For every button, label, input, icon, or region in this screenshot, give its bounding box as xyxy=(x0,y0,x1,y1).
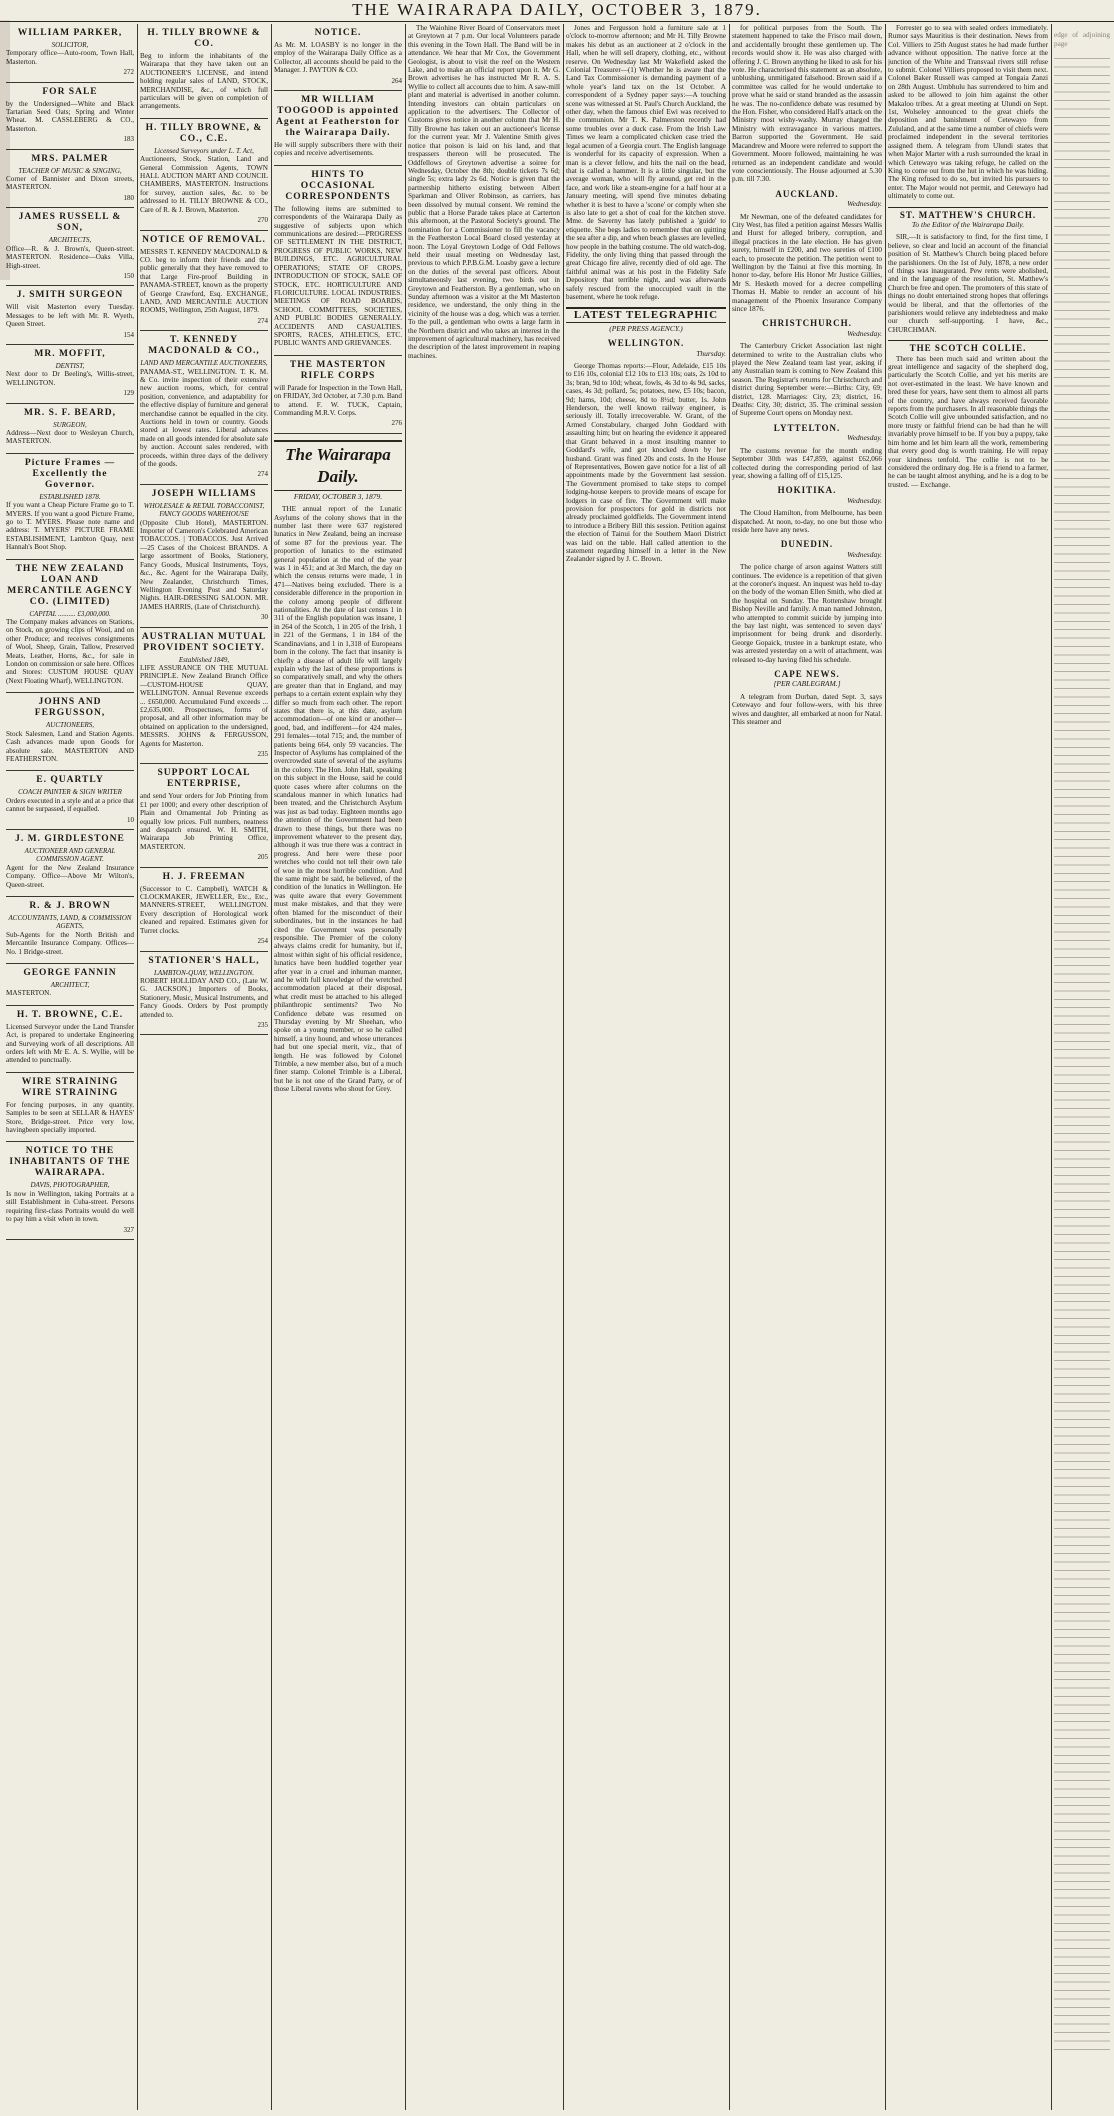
place-day: Wednesday. xyxy=(847,433,882,443)
advertisement xyxy=(274,24,402,91)
ad-number: 180 xyxy=(123,193,134,202)
ad-body: Beg to inform the inhabitants of the Wairarapa that they have taken out an AUCTIONEER'S LICENSE, and intend holding regular sales of LAND, STOCK, MERCHANDISE, &c., of which full particulars will be given on completion of arrangements. xyxy=(140,52,268,111)
ad-body: The following items are submitted to correspondents of the Wairarapa Daily as suggestive of subjects upon which communications are desired:—PROGRESS OF SETTLEMENT IN THE DISTRICT, PROGRESS OF PUBLIC WORKS, NEW BUILDINGS, ETC. AGRICULTURAL OPERATIONS; STATE OF CROPS, INTRODUCTION OF STOCK, SALE OF STOCK, ETC. HORTICULTURE AND FLORICULTURE. LOCAL INDUSTRIES. MEETINGS OF ROAD BOARDS, SCHOOL COMMITTEES, SOCIETIES, AND PUBLIC BODIES GENERALLY. ACCIDENTS AND CASUALTIES. SPORTS, RACES, ATHLETICS, ETC. PUBLIC WANTS AND GRIEVANCES. xyxy=(274,204,402,348)
advertisement xyxy=(6,830,134,897)
cape-news-sub: [PER CABLEGRAM.] xyxy=(773,679,841,689)
ad-body: Temporary office—Auto-room, Town Hall, Masterton. xyxy=(6,49,134,66)
advertisement xyxy=(140,485,268,628)
advertisement xyxy=(6,150,134,209)
ad-body: Office—R. & J. Brown's, Queen-street. MASTERTON. Residence—Oaks Villa, High-street. xyxy=(6,244,134,270)
ad-number: 183 xyxy=(123,135,134,144)
column-7 xyxy=(888,24,1048,2110)
ad-subtitle: ARCHITECTS, xyxy=(48,236,92,245)
letter-address: To the Editor of the Wairarapa Daily. xyxy=(911,219,1025,229)
advertisement xyxy=(6,454,134,560)
masthead: THE WAIRARAPA DAILY, OCTOBER 3, 1879. xyxy=(352,0,762,19)
advertisement xyxy=(6,560,134,694)
ad-body: by the Undersigned—White and Black Tartarian Seed Oats; Spring and Winter Wheat. M. CASSLEBERG & CO., Masterton. xyxy=(6,99,134,133)
ad-title: H. TILLY BROWNE, & CO., C.E. xyxy=(145,122,263,144)
advertisement xyxy=(6,964,134,1006)
editorial-text: THE annual report of the Lunatic Asylums of the colony shows that in the number last there were 637 registered lunatics in New Zealand, being an increase of some 87 for the previous year. The proportion of lunatics to the estimated general population at the end of the year was 1 in 451; and at 3rd March, the day on which the census returns were made, 1 in 471—Natives being excluded. There is a considerable difference in the proportion in the colony among people of different nationalities. At the date of last census 1 in 311 of the English population was insane, 1 in 264 of the Scotch, 1 in 205 of the Irish, 1 in 221 of the Germans, 1 in 184 of the Scandinavians, and 1 in 1,318 of Europeans born in the colony. The fact that insanity is chiefly a disease of adult life will largely explain why the last of these proportions is so comparatively small, and why the others are greater than that in England, and may perhaps to a certain extent explain why they differ so much from each other. The report states that there is, at this date, asylum accommodation—of one kind or another—good, bad, and indifferent—for 424 males, 291 females—total 715; and, the number of patients being 664, only 59 vacancies. The Inspector of Asylums has complained of the overcrowded state of several of the asylums in the colony. The Hon. John Hall, speaking on this subject in the House, said he could quote cases where after columns on the scandalous manner in which lunatics had been treated, and the Christchurch Asylum was just as bad today. Eighteen months ago the attention of the Government had been drawn to these things, but there was no improvement whatever to the present day, although it was true there was a contract in progress. And here were these poor wretches who could not tell their own tale of woe in the most horrible condition. And the same might be said, he believed, of the condition of the lunatics in Wellington. He was quite aware that every Government must make mistakes, and that they were often blamed for the misconduct of their subordinates, but in the instances he had cited the Government was personally responsible. The Premier of the colony always claims credit for humanity, but if, almost within sight of his official residence, lunatics have been huddled together year after year in a cruel and inhuman manner, and he with full knowledge of the wretched accommodation placed at their disposal, what credit must be attached to his alleged philanthropic sentiments? Two No Confidence debate was resumed on Thursday evening by Mr Sheehan, who spoke on a young member, or so he called himself, a tiny hound, and whose utterances had but one special merit, viz., that of length. He was followed by Colonel Trimble, a new member also, but of a much finer stamp. Colonel Trimble is a Liberal, but he is not one of the Grand Party, or of those Liberal ravens who shout for Grey. xyxy=(274,505,402,1094)
ad-number: 272 xyxy=(123,68,134,77)
ad-title: JAMES RUSSELL & SON, xyxy=(18,212,122,234)
ad-subtitle: LAMBTON-QUAY, WELLINGTON. xyxy=(153,968,255,977)
advertisement xyxy=(140,764,268,867)
place-heading: WELLINGTON. xyxy=(607,338,685,349)
ad-number: 10 xyxy=(127,815,134,824)
ad-subtitle: SOLICITOR, xyxy=(51,41,89,49)
ad-body: As Mr. M. LOASBY is no longer in the employ of the Wairarapa Daily Office as a Collector, all accounts should be paid to the Manager. J. PAYTON & CO. xyxy=(274,41,402,75)
ad-number: 205 xyxy=(257,853,268,862)
column-rule xyxy=(1051,24,1052,2110)
ad-number: 129 xyxy=(123,389,134,398)
ad-title: MRS. PALMER xyxy=(31,153,109,164)
advertisement xyxy=(6,897,134,964)
place-day: Wednesday. xyxy=(847,495,882,505)
ad-subtitle: AUCTIONEERS, xyxy=(45,721,95,730)
advertisement xyxy=(6,1006,134,1073)
place-day: Wednesday. xyxy=(847,328,882,338)
ad-title: Picture Frames — Excellently the Governor. xyxy=(24,457,116,490)
ad-body: Auctioneers, Stock, Station, Land and General Commission Agents, TOWN HALL AUCTION MART AND COUNCIL CHAMBERS, MASTERTON. Instructions for survey, auction sales, &c. to be addressed to H. TILLY BROWNE & CO., Care of R. & J. Brown, Masterton. xyxy=(140,155,268,214)
place-text: The Canterbury Cricket Association last night determined to write to the Australian clubs who played the New Zealand team last year, asking if any Australian team is coming to New Zealand this season. The Registrar's returns for Christchurch and district during September were:—Births: City, 69; district, 128. Marriages: City, 23; district, 16. Deaths: City, 30; district, 35. The criminal session of Supreme Court opens on Monday next. xyxy=(732,342,882,418)
ad-body: LIFE ASSURANCE ON THE MUTUAL PRINCIPLE. New Zealand Branch Office—CUSTOM-HOUSE QUAY, WELLINGTON. Annual Revenue exceeds ... £650,000. Accumulated Fund exceeds ... £2,635,000. Prospectuses, forms of proposal, and all other information may be obtained on application to the undersigned, MESSRS. JOHNS & FERGUSSON, Agents for Masterton. xyxy=(140,663,268,748)
ad-title: E. QUARTLY xyxy=(36,775,104,786)
collie-heading: THE SCOTCH COLLIE. xyxy=(888,340,1048,352)
column-rule xyxy=(563,24,564,2110)
ad-body: will Parade for Inspection in the Town Hall, on FRIDAY, 3rd October, at 7.30 p.m. Band to attend. F. W. TUCK, Captain, Commanding M.R.V. Corps. xyxy=(274,383,402,417)
ad-body: Stock Salesmen, Land and Station Agents. Cash advances made upon Goods for absolute sale. MASTERTON AND FEATHERSTON. xyxy=(6,729,134,763)
advertisement xyxy=(274,166,402,356)
ad-body: Is now in Wellington, taking Portraits at a still Establishment in Cuba-street. Persons requiring first-class Portraits would do well to pay him a visit when in town. xyxy=(6,1189,134,1224)
ad-body: and send Your orders for Job Printing from £1 per 1000; and every other description of Plain and Ornamental Job Printing as equally low prices. Full numbers, neatness and despatch ensured. W. H. SMITH, Wairarapa Job Printing Office, MASTERTON. xyxy=(140,792,268,851)
advertisement xyxy=(140,952,268,1036)
ad-title: THE NEW ZEALAND LOAN AND MERCANTILE AGENCY CO. (LIMITED) xyxy=(7,563,133,607)
ad-title: WIRE STRAINING WIRE STRAINING xyxy=(21,1076,119,1098)
ad-title: MR. MOFFIT, xyxy=(34,348,106,359)
ad-body: Will visit Masterton every Tuesday. Messages to be left with Mr. R. Wyeth, Queen Street. xyxy=(6,303,134,329)
place-day: Wednesday. xyxy=(847,549,882,559)
ad-title: H. J. FREEMAN xyxy=(162,871,246,882)
newspaper-banner: The Wairarapa Daily. xyxy=(274,440,402,491)
ad-title: THE MASTERTON RIFLE CORPS xyxy=(289,359,387,381)
ad-body: (Successor to C. Campbell), WATCH & CLOCKMAKER, JEWELLER, Etc., Etc., MANNERS-STREET, WELLINGTON. Every description of Horological work cleaned and repaired. Estimates given for Turret clocks. xyxy=(140,884,268,935)
place-heading: HOKITIKA. xyxy=(777,485,837,496)
place-heading: AUCKLAND. xyxy=(775,188,839,199)
column-rule xyxy=(885,24,886,2110)
ad-body: Orders executed in a style and at a price that cannot be surpassed, if equalled. xyxy=(6,796,134,814)
advertisement xyxy=(140,119,268,231)
advertisement xyxy=(140,24,268,119)
ad-body: Sub-Agents for the North British and Mercantile Insurance Company. Offices—No. 1 Bridge-street. xyxy=(6,930,134,956)
ad-title: J. M. GIRDLESTONE xyxy=(15,833,125,844)
ad-number: 150 xyxy=(123,271,134,280)
ad-title: JOSEPH WILLIAMS xyxy=(151,488,257,499)
ad-title: J. SMITH SURGEON xyxy=(16,290,124,301)
ad-number: 254 xyxy=(257,937,268,946)
ad-subtitle: ESTABLISHED 1878. xyxy=(39,492,101,501)
ad-title: MR WILLIAM TOOGOOD is appointed Agent at Featherston for the Wairarapa Daily. xyxy=(276,95,400,139)
ad-subtitle: WHOLESALE & RETAIL TOBACCONIST, FANCY GOODS WAREHOUSE xyxy=(143,501,265,519)
ad-title: T. KENNEDY MACDONALD & CO., xyxy=(148,335,260,357)
collie-text: There has been much said and written about the great intelligence and sagacity of the shepherd dog, particularly the Scotch Collie, and yet his merits are not over-estimated in the least. We have known and bred these for years, have sent them to almost all parts of the country, and have always received favorable reports from the purchasers. In all reasonable things the Scotch Collie will give unbounded satisfaction, and no more trusty or faithful friend can be had than he will invariably prove himself to be. If you buy a puppy, take him home and let him learn all the work, remembering that every good dog is worth training. He will repay your kindness tenfold. The collie is not to be considered the ordinary dog. He is a friend to a farmer, he can be taught almost anything, and he is a dog to be trusted. — Exchange. xyxy=(888,354,1048,489)
ad-number: 276 xyxy=(391,419,402,428)
ad-number: 30 xyxy=(261,613,268,622)
ad-title: GEORGE FANNIN xyxy=(23,968,117,978)
column-8-edge xyxy=(1054,24,1110,2110)
ad-subtitle: ACCOUNTANTS, LAND, & COMMISSION AGENTS, xyxy=(8,913,132,931)
column-2 xyxy=(140,24,268,2110)
ad-subtitle: AUCTIONEER AND GENERAL COMMISSION AGENT. xyxy=(24,846,116,864)
telegraphic-sub: (PER PRESS AGENCY.) xyxy=(609,323,683,333)
ad-title: HINTS TO OCCASIONAL CORRESPONDENTS xyxy=(285,169,391,202)
column-5 xyxy=(566,24,726,2110)
telegram-places xyxy=(732,190,882,664)
ad-body: For fencing purposes, in any quantity. Samples to be seen at SELLAR & HAYES' Store, Bridge-street. Price very low, havingbeen specially imported. xyxy=(6,1100,134,1135)
zulu-news-text: Forrester go to sea with sealed orders immediately. Rumor says Mauritius is their destination. News from Col. Villiers to 25th August states he had made further advance without opposition. The native force at the junction of the White and Transvaal rivers still refuse to submit. Colonel Villiers proposed to visit them next. Colonel Baker Russell was camped at Tongaia Zanzi on 28th August. Umbhulu has surrendered to him and asked to be allowed to join him against the other Makaloo tribes. At a great meeting at Ulundi on Sept. 1st, Wolseley announced to the great chiefs the deposition and banishment of Cetewayo from Zululand, and at the same time a number of chiefs were proclaimed independent in the several territories assigned them. A telegram from Ulundi states that when Major Marter with a rush surrounded the kraal in which Cetewayo was taking refuge, he called on the King to come out from the hut in which he was hiding. The King refused to do so, but invited his pursuers to enter. The Major would not permit, and Cetewayo had ultimately to come out. xyxy=(888,24,1048,201)
place-heading: DUNEDIN. xyxy=(780,539,834,550)
issue-date: FRIDAY, OCTOBER 3, 1879. xyxy=(293,491,383,501)
advertisement xyxy=(6,286,134,345)
advertisement xyxy=(140,331,268,485)
ad-title: NOTICE OF REMOVAL. xyxy=(142,234,266,245)
edge-text: edge of adjoining page xyxy=(1054,31,1110,48)
ad-number: 327 xyxy=(123,1225,134,1234)
ad-number: 270 xyxy=(257,216,268,225)
telegraphic-text: George Thomas reports:—Flour, Adelaide, £15 10s to £16 10s, colonial £12 10s to £13 10s; oats, 2s 10d to 3s; bran, 9d to 10d; wheat, fowls, 4s 3d to 4s 9d, sacks, cases, 4s 3d; pollard, 5s; potatoes, new, £5 10s; bacon, 9d; hams, 10d; cheese, 8d to 8½d; butter, 1s. John Henderson, the well known railway engineer, is seriously ill. Totally irrecoverable. W. Grant, of the Armed Constabulary, charged John Goddard with assaulting him; but on hearing the evidence it appeared that Grant behaved in a most insulting manner to Goddard's wife, and got knocked down by her husband. Grant was fined 20s and costs. In the House of Representatives, Bowen gave notice for a list of all appointments made by the Government last session. The Government promised to take steps to compel lodging-house keepers to provide means of escape for lodgers in case of fire. The Government will make provision for prospectors for gold in districts not already proclaimed goldfields. The Government intend to introduce a Bribery Bill this session. Petition against the election of Tainui for the Southern Maori District was laid on the table. Hall called attention to the statement regarding himself in a letter in the New Zealander signed by J. C. Brown. xyxy=(566,362,726,564)
advertisement xyxy=(6,208,134,286)
ad-body: The Company makes advances on Stations, on Stock, on growing clips of Wool, and on other Produce; and receives consignments of Wool, Sheep, Grain, Tallow, Preserved Meats, Leather, Horns, &c., for sale in London on commission or sale here. Offices and Stores: CUSTOM HOUSE QUAY (Next Floating Wharf), WELLINGTON. xyxy=(6,618,134,685)
advertisement xyxy=(140,628,268,765)
column-4 xyxy=(408,24,560,2110)
advertisement xyxy=(6,345,134,404)
news-text: Jones and Fergusson hold a furniture sale at 1 o'clock to-morrow afternoon; and Mr H. Tilly Browne makes his debut as an auctioneer at 2 o'clock in the Hall, when he will sell drapery, clothing, etc., without reserve. On Wednesday last Mr Wakefield asked the Colonial Treasurer—(1) Whether he is aware that the Land Tax Commissioner is demanding payment of a whole year's land tax on the 1st October. A correspondent of a Sydney paper says:—A touching scene was witnessed at St. Paul's Church Auckland, the other day, when the famous chief Ewi was received to the communion. Mr T. K. Palmerston recently had some troubles over a duck case. From the Irish Law Times we learn a complicated chicken case tried the legal acumen of a Georgia court. The English language is wonderful for its capacity of expression. When a man is a clever fellow, and hits the nail on the head, that is called a hammer. It is a little singular, but the average woman, who will fly around, get red in the face, and work like a steam-engine for a half hour at a January meeting, will spend five minutes debating whether it is best to have a 'scone' or comply when she is also late to get a shot of coal for the kitchen stove. Mme. de Saverny has lately published a 'guide' to etiquette. She begs ladies to remember that on quitting the sea after a dip, and when beach glasses are levelled, how people in the bathing costume. The old watch-dog, Fidelity, the only living thing that passed through the great Chicago fire alive, recently died of old age. The faithful animal was at his post in the Fidelity Safe Depository that terrible night, and was afterwards safely rescued from the unoccupied vault in the basement, where he took refuge. xyxy=(566,24,726,301)
ad-body: If you want a Cheap Picture Frame go to T. MYERS. If you want a good Picture Frame, go to T. MYERS. Please note name and address: T. MYERS' PICTURE FRAME ESTABLISHMENT, Lambton Quay, next Hannah's Boot Shop. xyxy=(6,501,134,552)
ad-title: H. TILLY BROWNE & CO. xyxy=(147,28,261,49)
text-lines xyxy=(1054,55,1110,2055)
advertisement xyxy=(140,868,268,952)
ad-body: Agent for the New Zealand Insurance Company. Office—Above Mr Wilton's, Queen-street. xyxy=(6,863,134,889)
ad-subtitle: LAND AND MERCANTILE AUCTIONEERS, xyxy=(140,359,268,368)
ad-title: STATIONER'S HALL, xyxy=(148,955,260,966)
ad-title: H. T. BROWNE, C.E. xyxy=(16,1009,124,1020)
ad-title: JOHNS AND FERGUSSON, xyxy=(34,697,106,719)
advertisement xyxy=(274,356,402,434)
ad-title: NOTICE TO THE INHABITANTS OF THE WAIRARAPA. xyxy=(9,1146,131,1179)
ad-number: 264 xyxy=(391,76,402,85)
ad-subtitle: TEACHER OF MUSIC & SINGING, xyxy=(18,166,122,175)
ad-subtitle: DAVIS, PHOTOGRAPHER, xyxy=(30,1181,110,1190)
ad-subtitle: CAPITAL .......... £3,000,000. xyxy=(29,609,111,618)
place-heading: LYTTELTON. xyxy=(773,422,841,433)
local-news-text: The Waiohine River Board of Conservators meet at Greytown at 7 p.m. Our local Volunteers parade this evening in the Town Hall. The Band will be in attendance. We hear that Mr Cox, the Government Geologist, is about to visit the reef on the Western Lake, and to make an official report upon it. Mr G. Brown advertises he has instructed Mr R. A. S. Wyllie to collect all accounts due to him. A saw-mill plant and material is advertised in another column. Intending investors can obtain particulars on application to the advertisers. The Collector of Customs gives notice in another column that Mr H. Tilly Browne has taken out an auctioneer's license for the current year. Mr J. Valentine Smith gives notice that poison is laid on his land, and that trespassers thereon will be prosecuted. The Oddfellows of Greytown advertise a soiree for Wednesday, October the 8th; double tickets 7s 6d; single 5s; extra lady 2s 6d. Notice is given that the partnership hitherto existing between Albert Sparkman and Oliver Robinson, as carriers, has been dissolved by mutual consent. We remind the public that a Horse Parade takes place at Carterton this afternoon, at the Pastoral Society's ground. The nomination for a Commissioner to fill the vacancy in the Featherston Local Board closed yesterday at noon. The Loyal Greytown Lodge of Odd Fellows held their usual meeting on Wednesday last, previous to which P.P.B.G.M. Loasby gave a lecture on the duties of the several past officers. About simultaneously last evening, two birds out in Greytown and Featherston. By a gentleman, who on Sunday afternoon was a visitor at the Mt Masterton residence, we understand, the only thing in the vicinity of the house was a dog, which was a terrier. To the pull, a gentleman who owns a large farm in the Northern district and who takes an interest in the improvement of agricultural machinery, has received the description of the latest improvement in reaping machines. xyxy=(408,24,560,360)
ad-subtitle: SURGEON, xyxy=(53,420,87,429)
ad-body: Next door to Dr Beeling's, Willis-street, WELLINGTON. xyxy=(6,370,134,387)
ad-body: Address—Next door to Wesleyan Church, MASTERTON. xyxy=(6,428,134,446)
advertisement xyxy=(6,1142,134,1239)
ad-body: Licensed Surveyor under the Land Transfer Act, is prepared to undertake Engineering and Surveying work of all descriptions. All orders left with Mr E. A. S. Wyllie, will be attended to punctually. xyxy=(6,1022,134,1065)
place-heading: CHRISTCHURCH. xyxy=(762,318,852,329)
ad-subtitle: DENTIST, xyxy=(55,361,85,370)
ad-title: WILLIAM PARKER, xyxy=(17,28,123,38)
church-heading: ST. MATTHEW'S CHURCH. xyxy=(888,207,1048,219)
ad-body: He will supply subscribers there with their copies and receive advertisements. xyxy=(274,141,402,158)
masthead-rule xyxy=(0,21,1114,22)
place-text: Mr Newman, one of the defeated candidates for City West, has filed a petition against Messrs Wallis and Hurst for alleged bribery, corruption, and illegal practices in the late election. He has given surety, himself in £200, and two sureties of £100 each, to prosecute the petition. The petition went to Wellington by the Tainui at five this morning. In honor to-day, before His Honor Mr Justice Gillies, Mr S. Hesketh moved for a decree compelling Thomas H. Mabie to render an account of his management of the Phoenix Insurance Company since 1876. xyxy=(732,212,882,313)
ad-title: NOTICE. xyxy=(314,28,362,38)
advertisement xyxy=(6,83,134,150)
place-text: The Cloud Hamilton, from Melbourne, has been dispatched. At noon, to-day, no one but those who reside here have any news. xyxy=(732,509,882,534)
cape-news-heading: CAPE NEWS. xyxy=(774,669,840,680)
ad-number: 235 xyxy=(257,750,268,758)
parliament-text: for political purposes from the South. The statement happened to take the Frisco mail down, and accidentally brought these gentlemen up. The records would show it. He was also charged with offering J. C. Brown anything he liked to ask for his vote. He characterised this statement as an absolute, unblushing, unmitigated falsehood. Brown said if a committee was called for he would undertake to prove what he said or stand branded as the assassin he was. The no-confidence debate was resumed by the Hon. Fisher, who considered Hall's attack on the Ministry most wishy-washy. Murray charged the Ministry with extravagance in various matters. Barron supported the Government. He said Macandrew and Moore were referred to support the Government. Moore followed, maintaining he was returned as an independent candidate and would vote conscientiously. The House adjourned at 5.30 p.m. till 7.30. xyxy=(732,24,882,184)
ad-body: (Opposite Club Hotel), MASTERTON. Importer of Cameron's Celebrated American TOBACCOS. | TOBACCOS. Just Arrived—25 Cases of the Choicest BRANDS. A large assortment of Books, Stationery, Fancy Goods, Musical Instruments, Toys, &c., &c. Agent for the Wairarapa Daily, New Zealander, Christchurch Times, Wellington Evening Post and Saturday Nights. HAIR-DRESSING SALOON. MR. JAMES HARRIS, (Late of Christchurch). xyxy=(140,518,268,611)
cape-news-text: A telegram from Durban, dated Sept. 3, says Cetewayo and four follow-wers, with his three wives and daughter, all embarked at noon for Natal. This steamer and xyxy=(732,692,882,727)
ad-number: 235 xyxy=(257,1020,268,1029)
ad-subtitle: ARCHITECT, xyxy=(50,981,90,989)
ad-body: PANAMA-ST., WELLINGTON. T. K. M. & Co. invite inspection of their extensive new auction rooms, which, for central position, convenience, and adaptability for the effective display of furniture and general merchandise cannot be equalled in the city. Auctions held in town or country. Goods stored at lowest rates. Liberal advances made on all goods intended for absolute sale by auction. Account sales rendered, with proceeds, within three days of the delivery of the goods. xyxy=(140,367,268,469)
advertisement xyxy=(140,231,268,332)
ad-subtitle: COACH PAINTER & SIGN WRITER xyxy=(18,788,122,797)
column-3 xyxy=(274,24,402,2110)
ad-body: ROBERT HOLLIDAY AND CO., (Late W. G. JACKSON.) Importers of Books, Stationery, Music, Musical Instruments, and Fancy Goods. Orders by Post promptly attended to. xyxy=(140,976,268,1019)
ad-subtitle: Licensed Surveyors under L. T. Act, xyxy=(154,146,254,155)
telegraphic-heading: LATEST TELEGRAPHIC xyxy=(566,307,726,322)
ad-body: MASTERTON. xyxy=(6,989,52,998)
column-rule xyxy=(405,24,406,2110)
ad-title: FOR SALE xyxy=(42,86,98,97)
advertisement xyxy=(6,1073,134,1143)
ad-title: MR. S. F. BEARD, xyxy=(24,407,116,418)
church-letter: SIR,—It is satisfactory to find, for the first time, I believe, so clear and lucid an account of the financial position of St. Matthew's Church being placed before the parishioners. On the 1st of July, 1878, a new order of things was inaugurated. Pew rents were abolished, and in the language of the resolution, St. Matthew's Church be free and open. The promoters of this state of things no doubt entertained strong hopes that offerings would be liberal, and that the offertories of the parishioners would relieve any indebtedness and make our church self-supporting. I have, &c., CHURCHMAN. xyxy=(888,233,1048,334)
column-1 xyxy=(6,24,134,2110)
place-day: Thursday. xyxy=(696,348,726,358)
advertisement xyxy=(274,91,402,166)
column-rule xyxy=(729,24,730,2110)
advertisement xyxy=(6,24,134,83)
ad-number: 274 xyxy=(257,316,268,325)
place-text: The police charge of arson against Watters still continues. The evidence is a repetition of that given at the coroner's inquest. An inquest was held to-day on the body of the woman Ellen Smith, who died at the hospital on Sunday. The Rottenshaw brought Bishop Neville and family. A man named Johnston, who attempted to commit suicide by jumping into the bay last night, was sentenced to seven days' imprisonment for being drunk and disorderly. George Gopaick, trustee in a bankrupt estate, who was arrested yesterday on a writ of attachment, was released to-day having filed his schedule. xyxy=(732,563,882,664)
column-3-ads xyxy=(274,24,402,434)
column-6 xyxy=(732,24,882,2110)
advertisement xyxy=(6,404,134,454)
ad-subtitle: Established 1849, xyxy=(178,655,230,664)
column-rule xyxy=(271,24,272,2110)
place-text: The customs revenue for the month ending September 30th was £47,859, against £62,066 collected during the corresponding period of last year, showing a falling off of £15,125. xyxy=(732,446,882,480)
ad-body: Corner of Bannister and Dixon streets, MASTERTON. xyxy=(6,175,134,192)
place-day: Wednesday. xyxy=(847,199,882,209)
ad-number: 154 xyxy=(123,330,134,339)
advertisement xyxy=(6,693,134,771)
ad-title: SUPPORT LOCAL ENTERPRISE, xyxy=(157,768,251,790)
column-rule xyxy=(137,24,138,2110)
ad-title: AUSTRALIAN MUTUAL PROVIDENT SOCIETY. xyxy=(141,631,267,653)
ad-number: 274 xyxy=(257,470,268,479)
ad-body: MESSRS T. KENNEDY MACDONALD & CO. beg to inform their friends and the public generally that they have removed to that Large Fire-proof Building in PANAMA-STREET, known as the property of George Crawford, Esq. EXCHANGE, LAND, AND MERCANTILE AUCTION ROOMS, Wellington, 25th August, 1879. xyxy=(140,247,268,315)
ad-title: R. & J. BROWN xyxy=(29,900,111,911)
advertisement xyxy=(6,771,134,830)
